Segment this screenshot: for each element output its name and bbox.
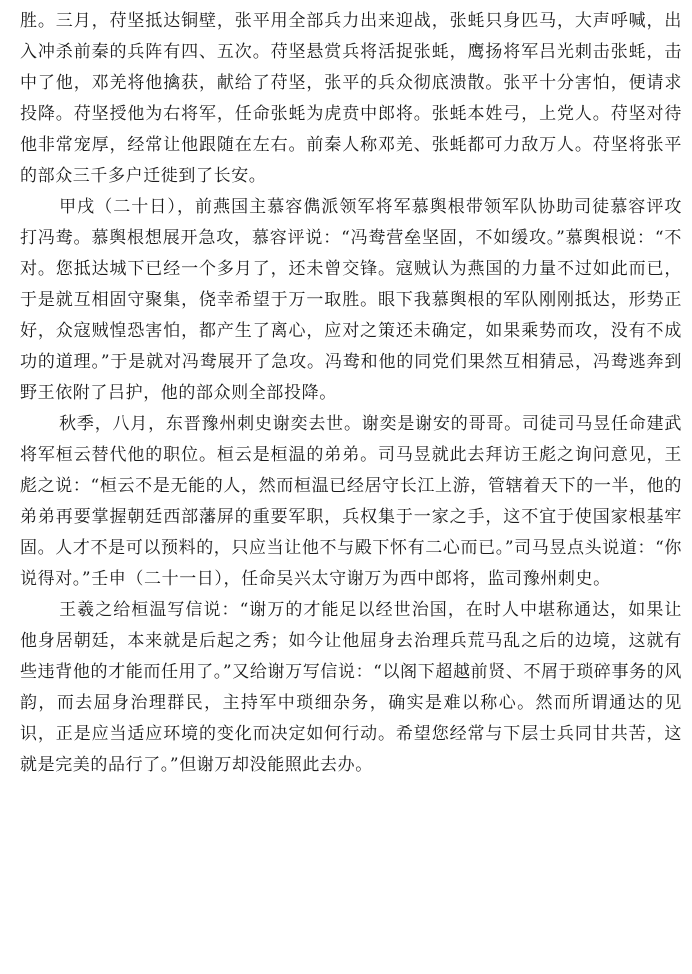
- paragraph-1: 胜。三月，苻坚抵达铜壁，张平用全部兵力出来迎战，张蚝只身匹马，大声呼喊，出入冲杀前秦的兵阵有四、五次。苻坚悬赏兵将活捉张蚝，鹰扬将军吕光刺击张蚝，击中了他，邓羌将他擒获，献给了苻坚，张平的兵众彻底溃散。张平十分害怕，便请求投降。苻坚授他为右将军，任命张蚝为虎贲中郎将。张蚝本姓弓，上党人。苻坚对待他非常宠厚，经常让他跟随在左右。前秦人称邓羌、张蚝都可力敌万人。苻坚将张平的部众三千多户迁徙到了长安。: [20, 11, 682, 186]
- document-page: [20, 6, 682, 781]
- paragraph-2: 甲戌（二十日），前燕国主慕容儁派领军将军慕舆根带领军队协助司徒慕容评攻打冯鸯。慕舆根想展开急攻，慕容评说：“冯鸯营垒坚固，不如缓攻。”慕舆根说：“不对。您抵达城下已经一个多月了，还未曾交锋。寇贼认为燕国的力量不过如此而已，于是就互相固守聚集，侥幸希望于万一取胜。眼下我慕舆根的军队刚刚抵达，形势正好，众寇贼惶恐害怕，都产生了离心，应对之策还未确定，如果乘势而攻，没有不成功的道理。”于是就对冯鸯展开了急攻。冯鸯和他的同党们果然互相猜忌，冯鸯逃奔到野王依附了吕护，他的部众则全部投降。: [20, 197, 682, 403]
- paragraph-4: 王羲之给桓温写信说：“谢万的才能足以经世治国，在时人中堪称通达，如果让他身居朝廷，本来就是后起之秀；如今让他屈身去治理兵荒马乱之后的边境，这就有些违背他的才能而任用了。”又给谢万写信说：“以阁下超越前贤、不屑于琐碎事务的风韵，而去屈身治理群民，主持军中琐细杂务，确实是难以称心。然而所谓通达的见识，正是应当适应环境的变化而决定如何行动。希望您经常与下层士兵同甘共苦，这就是完美的品行了。”但谢万却没能照此去办。: [20, 600, 682, 775]
- paragraph-3: 秋季，八月，东晋豫州刺史谢奕去世。谢奕是谢安的哥哥。司徒司马昱任命建武将军桓云替代他的职位。桓云是桓温的弟弟。司马昱就此去拜访王彪之询问意见，王彪之说：“桓云不是无能的人，然而桓温已经居守长江上游，管辖着天下的一半，他的弟弟再要掌握朝廷西部藩屏的重要军职，兵权集于一家之手，这不宜于使国家根基牢固。人才不是可以预料的，只应当让他不与殿下怀有二心而已。”司马昱点头说道：“你说得对。”壬申（二十一日），任命吴兴太守谢万为西中郎将，监司豫州刺史。: [20, 414, 682, 589]
